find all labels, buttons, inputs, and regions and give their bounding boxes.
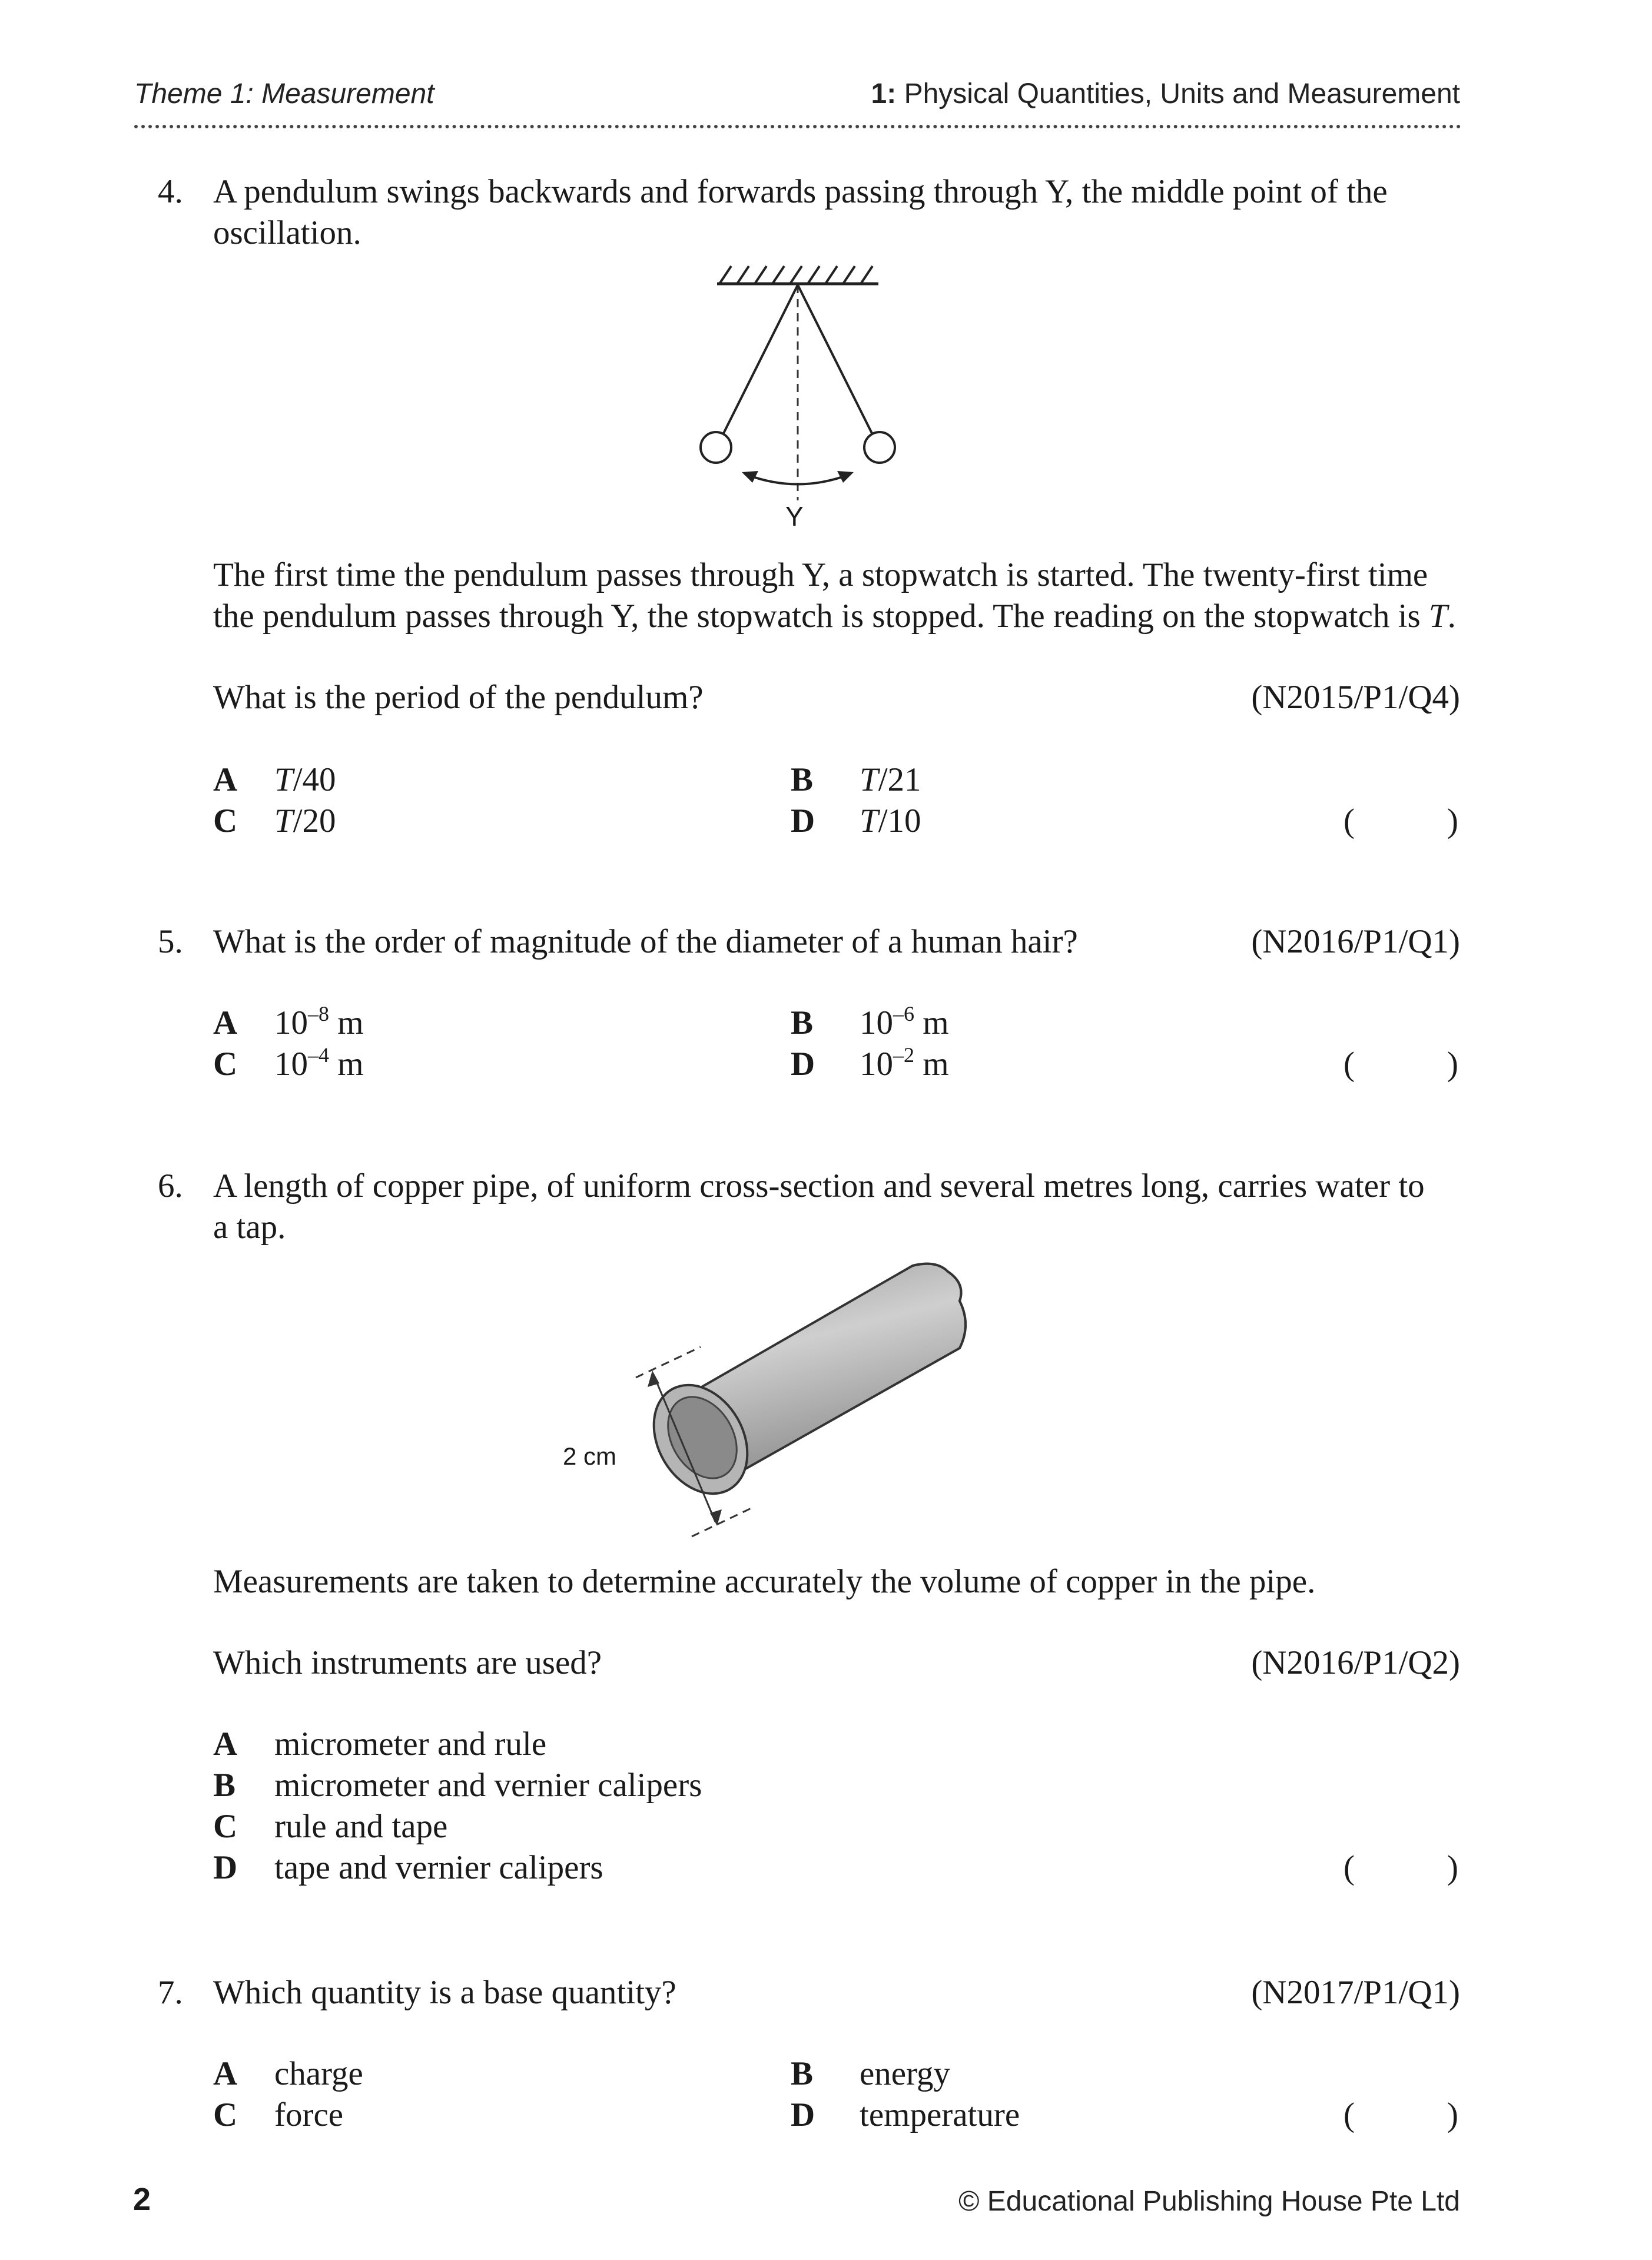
q5-option-c-unit: m xyxy=(329,1046,364,1083)
q6-option-b-text[interactable]: micrometer and vernier calipers xyxy=(274,1767,702,1804)
q5-option-d-exp: –2 xyxy=(893,1043,914,1067)
q5-option-b-base: 10 xyxy=(860,1004,893,1041)
q5-answer-paren-open[interactable]: ( xyxy=(1344,1046,1355,1083)
q7-question: Which quantity is a base quantity? xyxy=(213,1974,676,2011)
pendulum-label-y: Y xyxy=(785,501,804,532)
q4-option-b-var: T xyxy=(860,761,878,798)
q6-line1: A length of copper pipe, of uniform cross-section and several metres long, carries water to xyxy=(213,1167,1425,1204)
page-number: 2 xyxy=(133,2182,151,2217)
ceiling-hatching xyxy=(719,266,873,284)
q7-option-b-letter: B xyxy=(791,2055,814,2092)
q4-option-a-text[interactable] xyxy=(274,759,336,801)
q6-line2: a tap. xyxy=(213,1209,286,1246)
copyright-notice: © Educational Publishing House Pte Ltd xyxy=(958,2186,1460,2217)
pendulum-bob-right xyxy=(864,432,895,463)
q6-option-a-text[interactable]: micrometer and rule xyxy=(274,1725,547,1763)
q6-answer-paren-open[interactable]: ( xyxy=(1344,1849,1355,1886)
q7-reference: (N2017/P1/Q1) xyxy=(1251,1974,1460,2011)
q5-option-c-text[interactable] xyxy=(274,1044,364,1085)
q4-answer-paren-close[interactable]: ) xyxy=(1447,802,1458,839)
dimension-extension-top xyxy=(636,1347,701,1378)
pendulum-bob-left xyxy=(701,432,731,463)
q6-option-c-text[interactable]: rule and tape xyxy=(274,1808,448,1845)
q7-answer-paren-open[interactable]: ( xyxy=(1344,2096,1355,2133)
q5-option-c-exp: –4 xyxy=(308,1043,329,1067)
q5-answer-paren-close[interactable]: ) xyxy=(1447,1046,1458,1083)
q6-answer-paren-close[interactable]: ) xyxy=(1447,1849,1458,1886)
q4-line1: A pendulum swings backwards and forwards passing through Y, the middle point of the xyxy=(213,173,1388,210)
q4-number: 4. xyxy=(158,173,183,210)
q5-option-a-unit: m xyxy=(329,1004,364,1041)
q4-option-d-var: T xyxy=(860,802,878,839)
q5-option-a-base: 10 xyxy=(274,1004,308,1041)
q6-option-d-letter: D xyxy=(213,1849,238,1886)
q4-option-a-rest: /40 xyxy=(293,761,336,798)
q5-reference: (N2016/P1/Q1) xyxy=(1251,923,1460,960)
header-chapter-title: Physical Quantities, Units and Measurement xyxy=(904,78,1460,109)
header-chapter-number: 1: xyxy=(871,78,897,109)
q4-reference: (N2015/P1/Q4) xyxy=(1251,679,1460,716)
q5-option-b-exp: –6 xyxy=(893,1002,914,1026)
q7-option-b-text[interactable]: energy xyxy=(860,2055,951,2092)
q4-option-b-letter: B xyxy=(791,761,814,798)
q7-option-c-text[interactable]: force xyxy=(274,2096,344,2133)
q6-question: Which instruments are used? xyxy=(213,1644,602,1681)
q4-option-b-text[interactable] xyxy=(860,759,921,801)
q5-option-c-letter: C xyxy=(213,1046,238,1083)
q7-answer-paren-close[interactable]: ) xyxy=(1447,2096,1458,2133)
q4-option-d-text[interactable] xyxy=(860,801,921,842)
q4-option-c-letter: C xyxy=(213,802,238,839)
q6-number: 6. xyxy=(158,1167,183,1204)
q4-para-line2-end: . xyxy=(1447,598,1456,635)
q4-answer-paren-open[interactable]: ( xyxy=(1344,802,1355,839)
q4-para-line1: The first time the pendulum passes through Y, a stopwatch is started. The twenty-first time xyxy=(213,556,1428,593)
q4-option-c-var: T xyxy=(274,802,293,839)
q5-number: 5. xyxy=(158,923,183,960)
q5-option-b-letter: B xyxy=(791,1004,814,1041)
q5-option-a-text[interactable] xyxy=(274,1003,364,1044)
q6-option-d-text[interactable]: tape and vernier calipers xyxy=(274,1849,603,1886)
pipe-diameter-label: 2 cm xyxy=(563,1442,617,1470)
header-divider xyxy=(134,125,1461,128)
dimension-extension-bottom xyxy=(692,1507,754,1536)
q6-option-a-letter: A xyxy=(213,1725,238,1763)
q4-question: What is the period of the pendulum? xyxy=(213,679,704,716)
q5-option-a-exp: –8 xyxy=(308,1002,329,1026)
q5-option-a-letter: A xyxy=(213,1004,238,1041)
q4-para-line2-text: the pendulum passes through Y, the stopwatch is stopped. The reading on the stopwatch is xyxy=(213,598,1429,635)
q4-option-d-letter: D xyxy=(791,802,815,839)
q7-option-c-letter: C xyxy=(213,2096,238,2133)
q5-option-d-base: 10 xyxy=(860,1046,893,1083)
q5-option-c-base: 10 xyxy=(274,1046,308,1083)
q4-option-d-rest: /10 xyxy=(878,802,921,839)
q4-option-b-rest: /21 xyxy=(878,761,921,798)
header-chapter xyxy=(871,78,1460,110)
q5-option-b-unit: m xyxy=(914,1004,949,1041)
pendulum-diagram xyxy=(695,259,901,542)
q7-option-d-letter: D xyxy=(791,2096,815,2133)
q7-option-a-text[interactable]: charge xyxy=(274,2055,363,2092)
pendulum-string-right xyxy=(798,285,876,442)
q4-line2: oscillation. xyxy=(213,214,361,251)
q7-option-d-text[interactable]: temperature xyxy=(860,2096,1020,2133)
header-theme: Theme 1: Measurement xyxy=(134,78,434,109)
q5-option-d-unit: m xyxy=(914,1046,949,1083)
q4-para-line2 xyxy=(213,596,1456,637)
q5-question: What is the order of magnitude of the diameter of a human hair? xyxy=(213,923,1078,960)
q4-para-line2-variable: T xyxy=(1428,598,1448,635)
q5-option-b-text[interactable] xyxy=(860,1003,949,1044)
q4-option-a-var: T xyxy=(274,761,293,798)
q7-number: 7. xyxy=(158,1974,183,2011)
pendulum-string-left xyxy=(719,285,798,442)
q5-option-d-text[interactable] xyxy=(860,1044,949,1085)
q6-statement: Measurements are taken to determine accurately the volume of copper in the pipe. xyxy=(213,1563,1316,1600)
q4-option-c-rest: /20 xyxy=(293,802,336,839)
q5-option-d-letter: D xyxy=(791,1046,815,1083)
q6-option-c-letter: C xyxy=(213,1808,238,1845)
q4-option-c-text[interactable] xyxy=(274,801,336,842)
q6-reference: (N2016/P1/Q2) xyxy=(1251,1644,1460,1681)
q7-option-a-letter: A xyxy=(213,2055,238,2092)
q6-option-b-letter: B xyxy=(213,1767,236,1804)
q4-option-a-letter: A xyxy=(213,761,238,798)
copper-pipe-diagram xyxy=(559,1248,1042,1554)
